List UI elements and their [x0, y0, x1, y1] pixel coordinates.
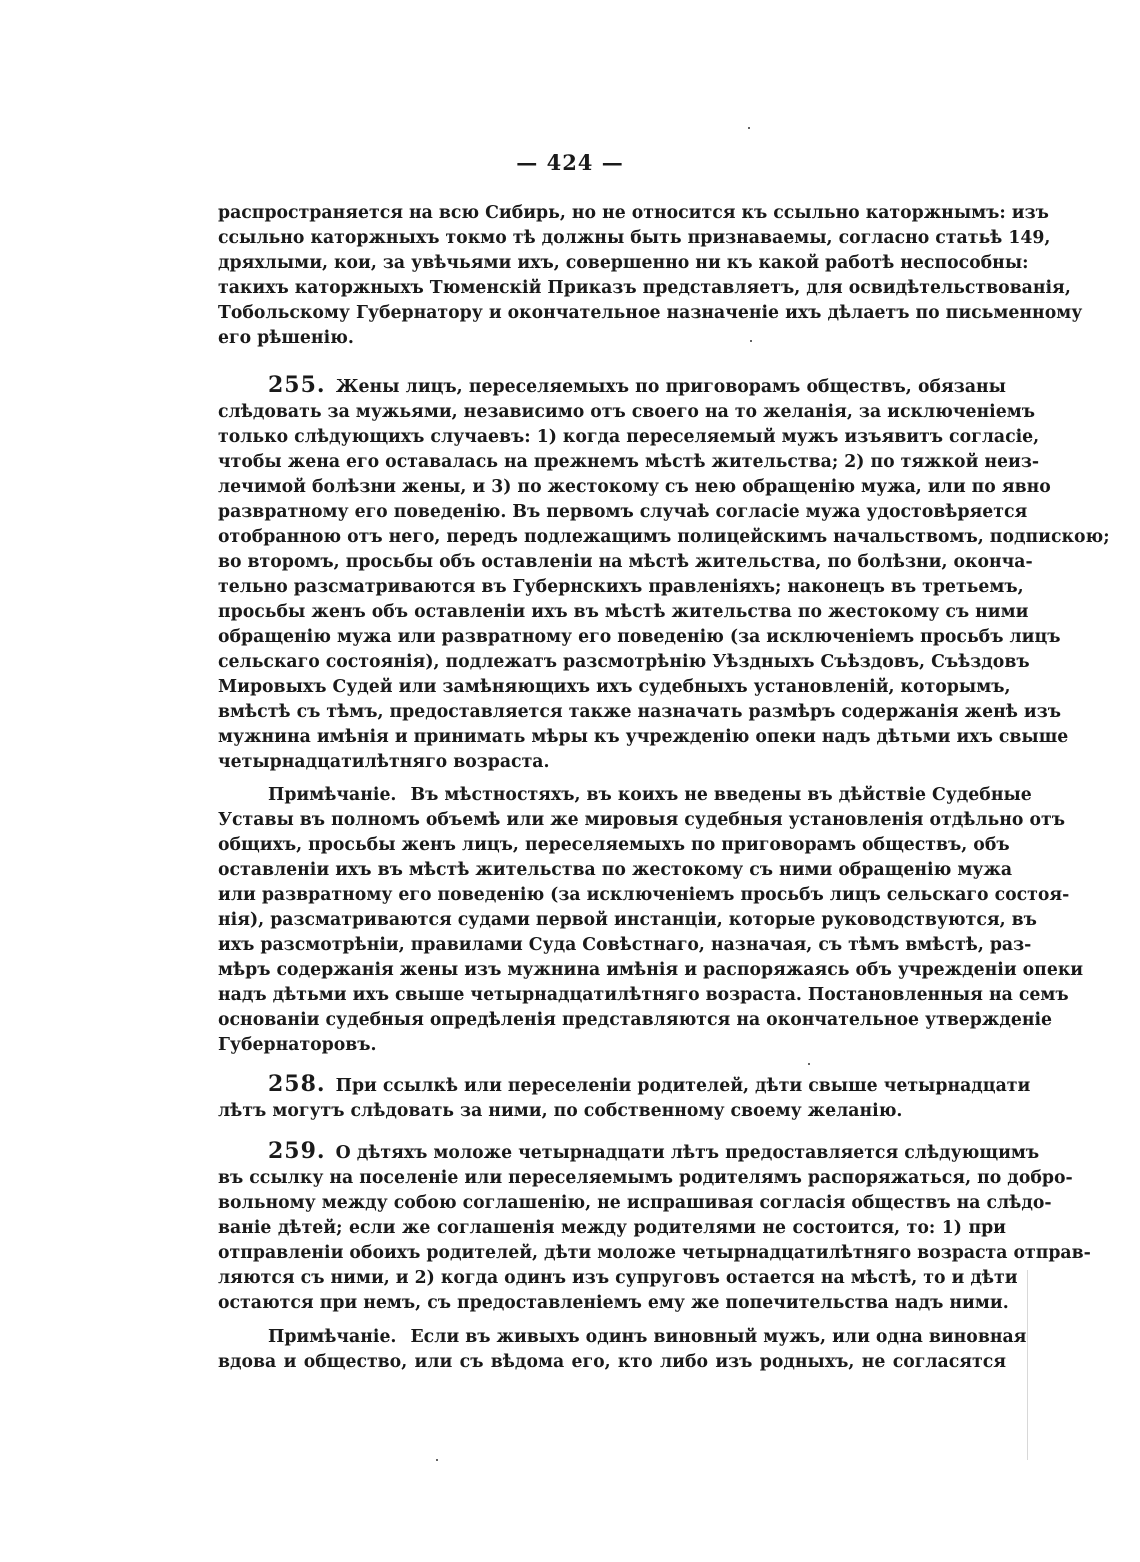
text-line: Тобольскому Губернатору и окончательное назначеніе ихъ дѣлаетъ по письменному [218, 303, 1083, 323]
text-line [218, 1325, 1027, 1350]
text-line: только слѣдующихъ случаевъ: 1) когда переселяемый мужъ изъявитъ согласіе, [218, 427, 1040, 447]
text-line: ваніе дѣтей; если же соглашенія между родителями не состоится, то: 1) при [218, 1218, 1006, 1238]
text-line: чтобы жена его оставалась на прежнемъ мѣстѣ жительства; 2) по тяжкой неиз- [218, 452, 1040, 472]
text-line: мужнина имѣнія и принимать мѣры къ учрежденію опеки надъ дѣтьми ихъ свыше [218, 727, 1069, 747]
scan-edge-line [1027, 1270, 1028, 1460]
text-line: остаются при немъ, съ предоставленіемъ ему же попечительства надъ ними. [218, 1293, 1009, 1313]
text-line [218, 783, 1032, 808]
note-label: Примѣчаніе. [268, 785, 397, 805]
text-line: отобранною отъ него, передъ подлежащимъ полицейскимъ начальствомъ, подпискою; [218, 527, 1110, 547]
text-line: Мировыхъ Судей или замѣняющихъ ихъ судебныхъ установленій, которымъ, [218, 677, 1011, 697]
text-line [218, 1138, 1040, 1166]
text-line [218, 1071, 1031, 1099]
article-text: При ссылкѣ или переселеніи родителей, дѣти свыше четырнадцати [335, 1076, 1031, 1096]
text-line: общихъ, просьбы женъ лицъ, переселяемыхъ по приговорамъ обществъ, объ [218, 835, 1010, 855]
text-line: распространяется на всю Сибирь, но не относится къ ссыльно каторжнымъ: изъ [218, 203, 1049, 223]
article-text: Жены лицъ, переселяемыхъ по приговорамъ обществъ, обязаны [335, 377, 1006, 397]
text-line: его рѣшенію. [218, 328, 354, 348]
text-line: развратному его поведенію. Въ первомъ случаѣ согласіе мужа удостовѣряется [218, 502, 1028, 522]
paragraph-intro [218, 201, 1083, 351]
text-line: мѣръ содержанія жены изъ мужнина имѣнія и распоряжаясь объ учрежденіи опеки [218, 960, 1084, 980]
article-number: 258. [268, 1071, 326, 1097]
note-1 [218, 783, 1084, 1058]
note-label: Примѣчаніе. [268, 1327, 397, 1347]
text-line: въ ссылку на поселеніе или переселяемымъ родителямъ распоряжаться, по добро- [218, 1168, 1073, 1188]
text-line: просьбы женъ объ оставленіи ихъ въ мѣстѣ жительства по жестокому съ ними [218, 602, 1029, 622]
text-line: Губернаторовъ. [218, 1035, 377, 1055]
page-number: — 424 — [516, 150, 624, 175]
text-line: основаніи судебныя опредѣленія представляются на окончательное утвержденіе [218, 1010, 1053, 1030]
text-line: четырнадцатилѣтняго возраста. [218, 752, 550, 772]
text-line: надъ дѣтьми ихъ свыше четырнадцатилѣтняго возраста. Постановленныя на семъ [218, 985, 1069, 1005]
text-line: ляются съ ними, и 2) когда одинъ изъ супруговъ остается на мѣстѣ, то и дѣти [218, 1268, 1018, 1288]
text-line [218, 373, 1006, 400]
text-line: дряхлыми, кои, за увѣчьями ихъ, совершенно ни къ какой работѣ неспособны: [218, 253, 1029, 273]
text-line: вмѣстѣ съ тѣмъ, предоставляется также назначать размѣръ содержанія женѣ изъ [218, 702, 1062, 722]
article-255 [218, 372, 1110, 775]
scan-speck [750, 340, 752, 342]
text-line: лечимой болѣзни жены, и 3) по жестокому съ нею обращенію мужа, или по явно [218, 477, 1051, 497]
text-line: Уставы въ полномъ объемѣ или же мировыя судебныя установленія отдѣльно отъ [218, 810, 1065, 830]
note-text: Если въ живыхъ одинъ виновный мужъ, или одна виновная [410, 1327, 1027, 1347]
text-line: тельно разсматриваются въ Губернскихъ правленіяхъ; наконецъ въ третьемъ, [218, 577, 1024, 597]
article-259 [218, 1138, 1091, 1316]
text-line: ихъ разсмотрѣніи, правилами Суда Совѣстнаго, назначая, съ тѣмъ вмѣстѣ, раз- [218, 935, 1032, 955]
text-line: обращенію мужа или развратному его поведенію (за исключеніемъ просьбъ лицъ [218, 627, 1061, 647]
text-line: нія), разсматриваются судами первой инстанціи, которые руководствуются, въ [218, 910, 1037, 930]
text-line: во второмъ, просьбы объ оставленіи на мѣстѣ жительства, по болѣзни, оконча- [218, 552, 1033, 572]
text-line: вольному между собою соглашенію, не испрашивая согласія обществъ на слѣдо- [218, 1193, 1052, 1213]
text-line: вдова и общество, или съ вѣдома его, кто либо изъ родныхъ, не согласятся [218, 1352, 1006, 1372]
scan-speck [748, 127, 750, 129]
article-number: 255. [268, 372, 326, 398]
text-line: или развратному его поведенію (за исключеніемъ просьбъ лицъ сельскаго состоя- [218, 885, 1070, 905]
scan-speck [436, 1459, 438, 1461]
article-text: О дѣтяхъ моложе четырнадцати лѣтъ предоставляется слѣдующимъ [335, 1143, 1040, 1163]
text-line: оставленіи ихъ въ мѣстѣ жительства по жестокому съ ними обращенію мужа [218, 860, 1013, 880]
scan-speck [808, 1063, 810, 1065]
text-line: отправленіи обоихъ родителей, дѣти моложе четырнадцатилѣтняго возраста отправ- [218, 1243, 1091, 1263]
text-line: ссыльно каторжныхъ токмо тѣ должны быть признаваемы, согласно статьѣ 149, [218, 228, 1051, 248]
text-line: такихъ каторжныхъ Тюменскій Приказъ представляетъ, для освидѣтельствованія, [218, 278, 1071, 298]
note-2 [218, 1325, 1027, 1375]
note-text: Въ мѣстностяхъ, въ коихъ не введены въ дѣйствіе Судебные [410, 785, 1032, 805]
article-number: 259. [268, 1138, 326, 1164]
text-line: слѣдовать за мужьями, независимо отъ своего на то желанія, за исключеніемъ [218, 402, 1036, 422]
article-258 [218, 1071, 1031, 1124]
text-line: сельскаго состоянія), подлежатъ разсмотрѣнію Уѣздныхъ Съѣздовъ, Съѣздовъ [218, 652, 1030, 672]
text-line: лѣтъ могутъ слѣдовать за ними, по собственному своему желанію. [218, 1101, 903, 1121]
